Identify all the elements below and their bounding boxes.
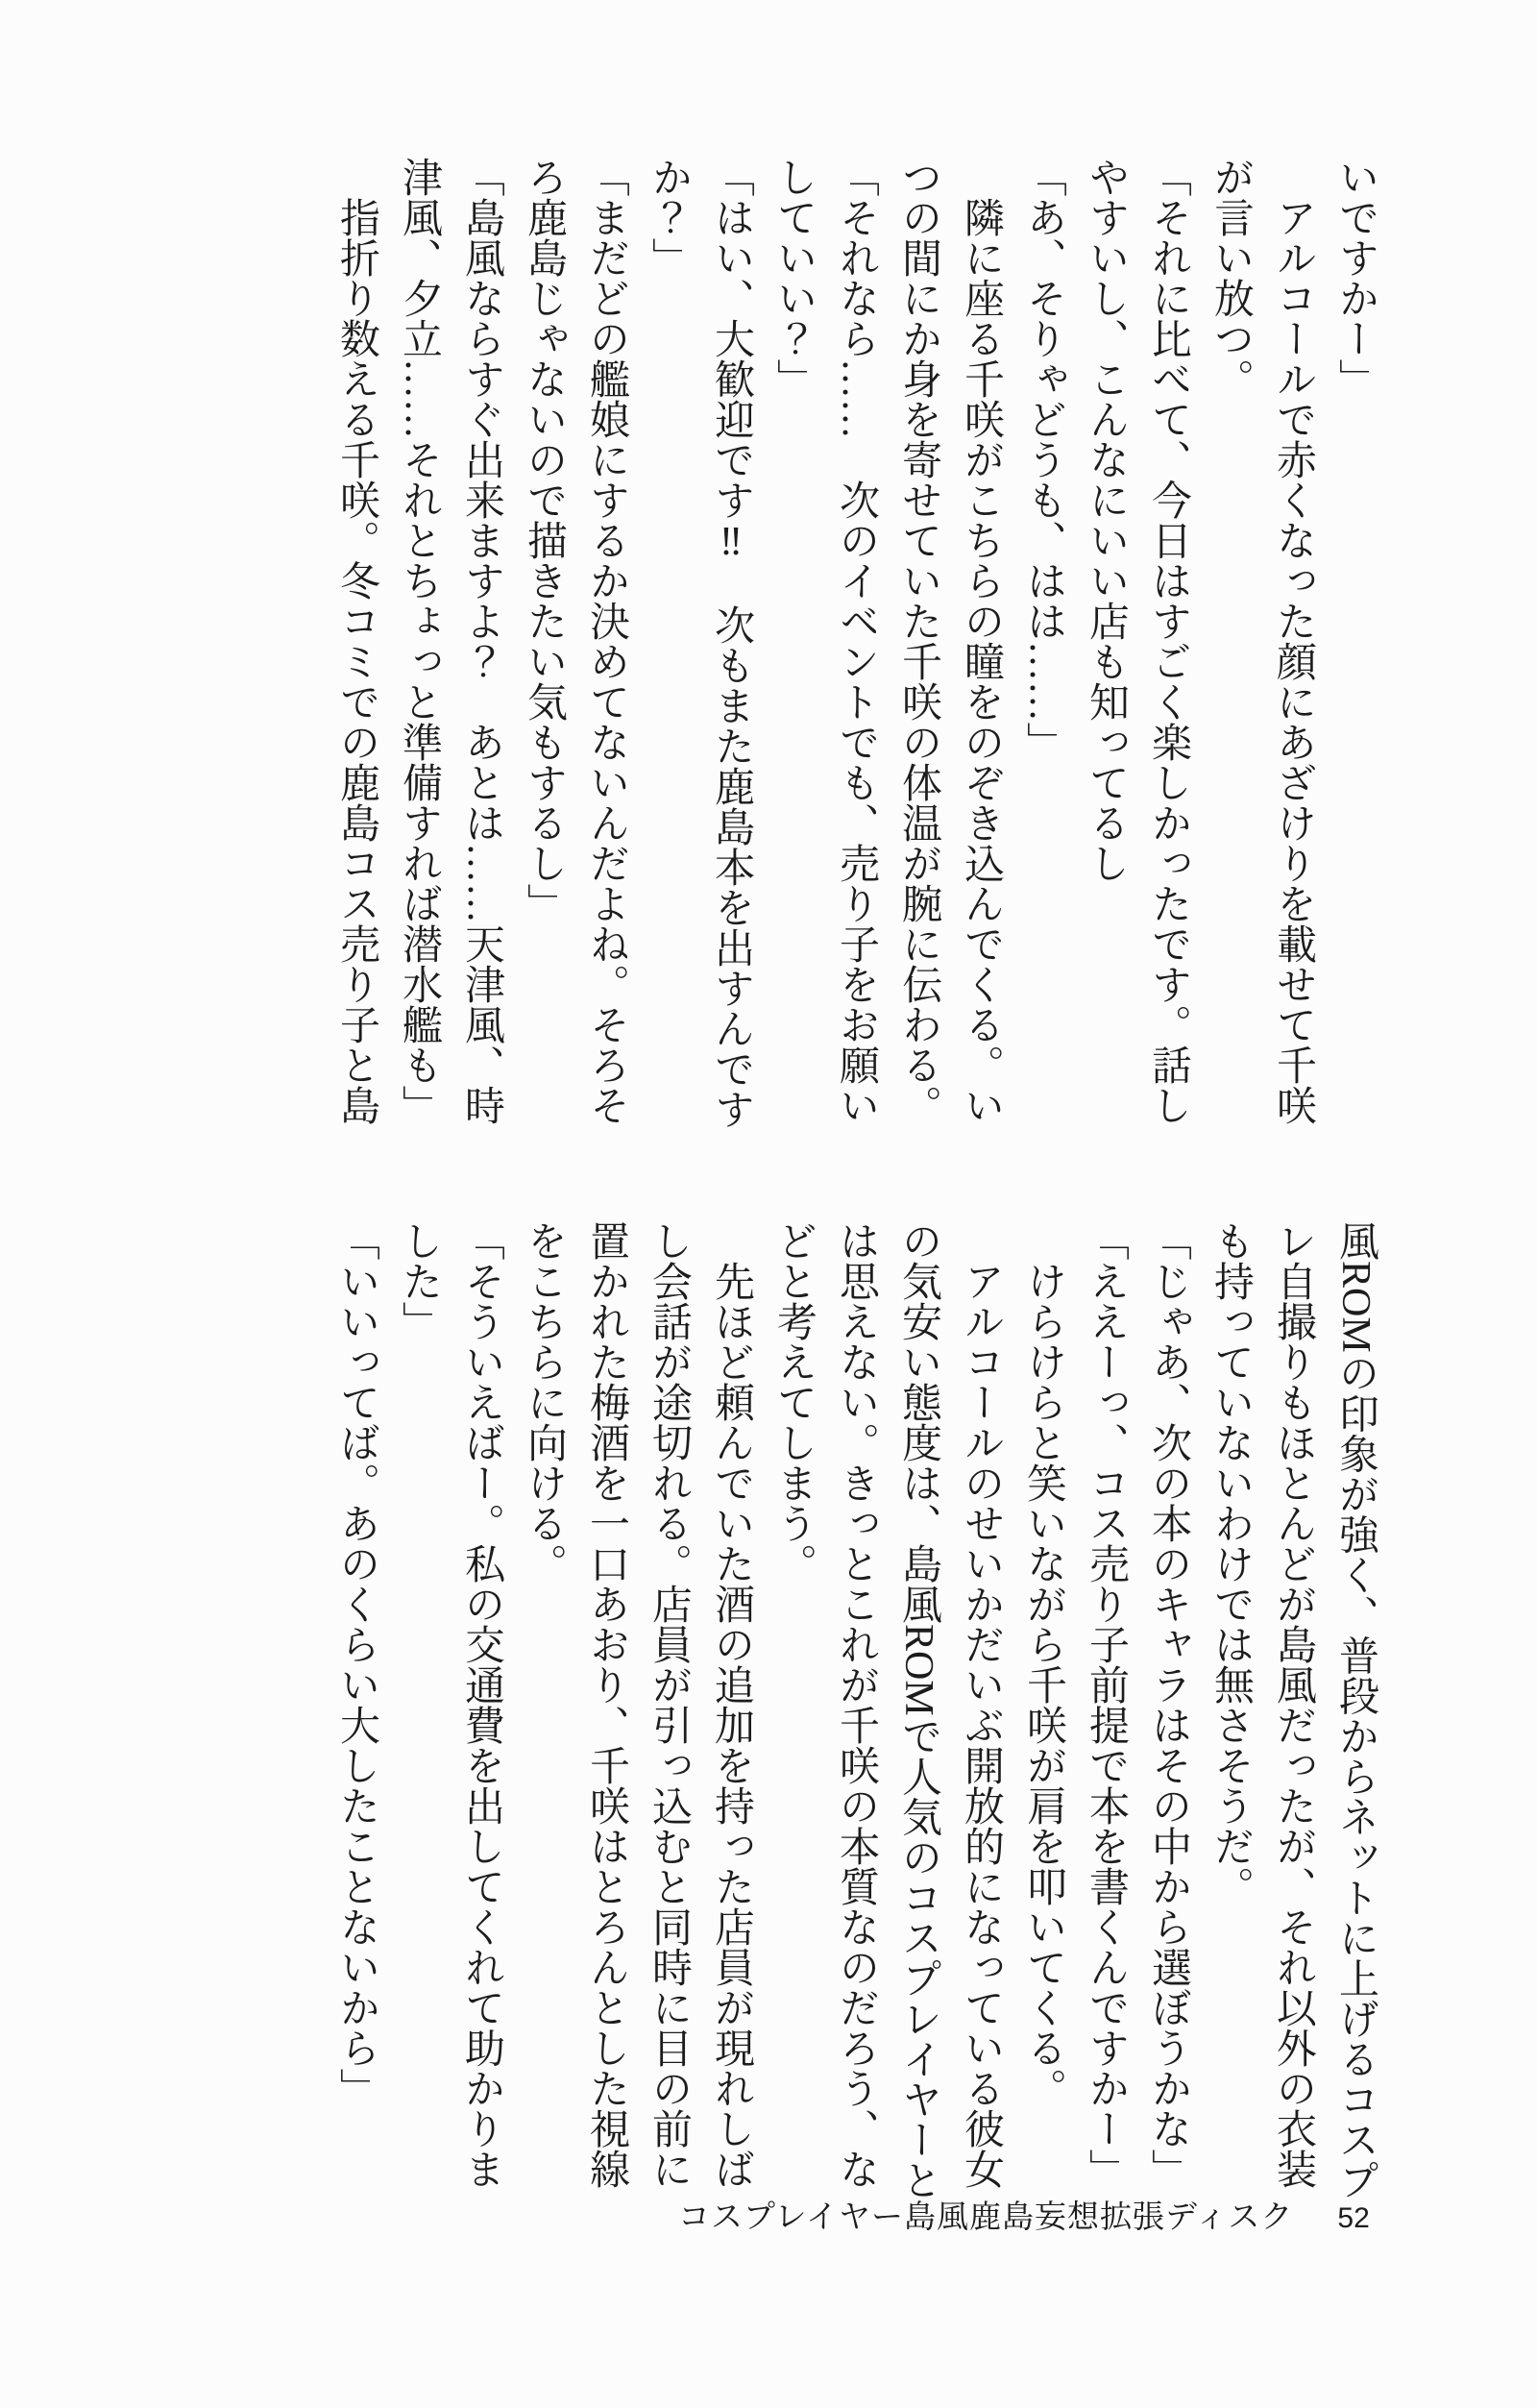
paragraph: 指折り数える千咲。冬コミでの鹿島コス売り子と島 (334, 157, 378, 1125)
paragraph: 先ほど頼んでいた酒の追加を持った店員が現れしばし会話が途切れる。店員が引っ込むと同時に目の前に置かれた梅酒を一口あおり、千咲はとろんとした視線をこちらに向ける。 (522, 1220, 753, 2189)
paragraph: アルコールで赤くなった顔にあざけりを載せて千咲が言い放つ。 (1208, 157, 1315, 1125)
paragraph: 隣に座る千咲がこちらの瞳をのぞき込んでくる。いつの間にか身を寄せていた千咲の体温が腕に伝わる。 (896, 157, 1003, 1125)
paragraph: 「島風ならすぐ出来ますよ？ あとは……天津風、時津風、夕立……それとちょっと準備すれば潜水艦も」 (397, 157, 503, 1125)
paragraph: 「そういえばー。私の交通費を出してくれて助かりました」 (397, 1220, 503, 2189)
paragraph: 「あ、そりゃどうも、はは……」 (1021, 157, 1065, 762)
paragraph: 「それに比べて、今日はすごく楽しかったです。話しやすいし、こんなにいい店も知ってるし (1084, 157, 1190, 1125)
page-footer (678, 2192, 1370, 2237)
text-block-bottom (325, 1220, 1386, 2200)
footer-page-number: 52 (1337, 2202, 1370, 2234)
paragraph: アルコールのせいかだいぶ開放的になっている彼女の気安い態度は、島風ROMで人気のコスプレイヤーとは思えない。きっとこれが千咲の本質なのだろう、などと考えてしまう。 (771, 1220, 1003, 2200)
paragraph: 「ええーっ、コス売り子前提で本を書くんですかー」 (1084, 1220, 1128, 2189)
paragraph: 「それなら…… 次のイベントでも、売り子をお願いしていい？」 (771, 157, 878, 1125)
paragraph: 「はい、大歓迎です‼ 次もまた鹿島本を出すんですか？」 (647, 157, 753, 1129)
paragraph: 「いいってば。あのくらい大したことないから」 (334, 1220, 378, 2108)
text-block-top (325, 157, 1386, 1137)
footer-book-title: コスプレイヤー島風鹿島妄想拡張ディスク (678, 2199, 1294, 2234)
paragraph: けらけらと笑いながら千咲が肩を叩いてくる。 (1021, 1220, 1065, 2108)
paragraph: 「まだどの艦娘にするか決めてないんだよね。そろそろ鹿島じゃないので描きたい気もするし」 (522, 157, 628, 1125)
paragraph: 「じゃあ、次の本のキャラはその中から選ぼうかな」 (1146, 1220, 1190, 2189)
paragraph: いですかー」 (1333, 157, 1378, 399)
paragraph: 風ROMの印象が強く、普段からネットに上げるコスプレ自撮りもほとんどが島風だったが、それ以外の衣装も持っていないわけでは無さそうだ。 (1208, 1220, 1378, 2200)
